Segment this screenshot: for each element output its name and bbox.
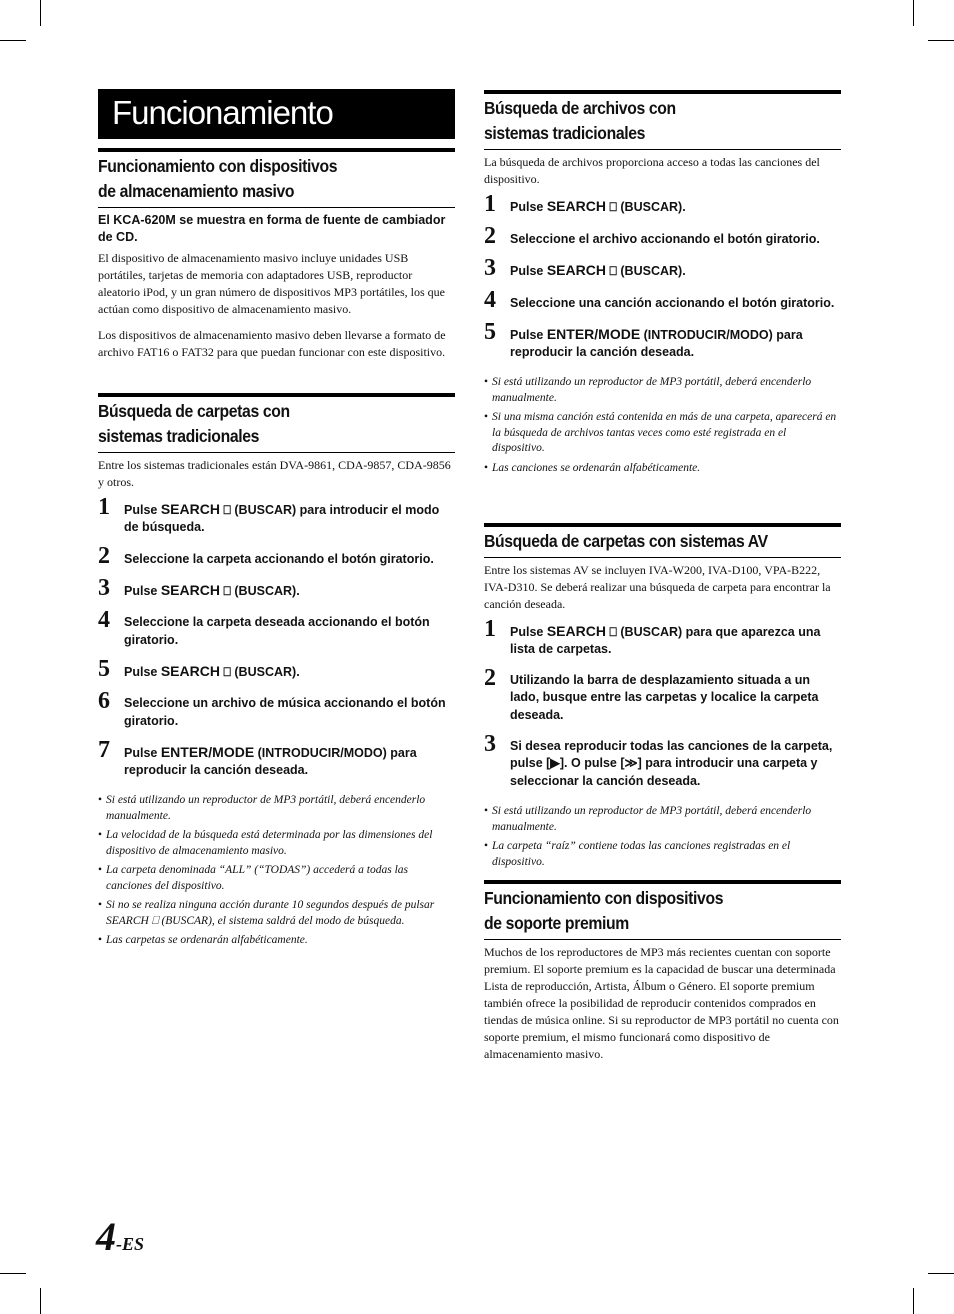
step-text: (INTRODUCIR/MODO) para reproducir la canción deseada. <box>124 746 417 777</box>
step-text: ⎕ (BUSCAR) para introducir el modo de búsqueda. <box>124 503 440 534</box>
step-number: 2 <box>484 665 496 691</box>
key-label: SEARCH <box>546 198 606 214</box>
note-item: • La carpeta “raíz” contiene todas las canciones registradas en el dispositivo. <box>484 839 841 870</box>
step-text: ⎕ (BUSCAR). <box>605 264 686 278</box>
step-item <box>484 665 841 724</box>
step-number: 4 <box>484 287 496 313</box>
step-number: 4 <box>98 607 110 633</box>
step-text: ⎕ (BUSCAR). <box>219 665 300 679</box>
step-text: Pulse <box>124 746 161 760</box>
heading-rule <box>484 149 841 150</box>
paragraph: El dispositivo de almacenamiento masivo incluye unidades USB portátiles, tarjetas de memoria con adaptadores USB, reproductor aleatorio iPod, y un gran número de dispositivos MP3 portátiles, los que actúan como dispositivo de almacenamiento masivo. <box>98 251 445 316</box>
step-text: Pulse <box>124 503 161 517</box>
note-list <box>484 804 841 870</box>
key-label: SEARCH <box>546 262 606 278</box>
crop-mark <box>928 40 954 41</box>
step-number: 1 <box>484 616 496 642</box>
section-mass-storage <box>98 148 455 361</box>
section-premium-support <box>484 880 841 1063</box>
step-item <box>484 287 841 313</box>
key-label: ENTER/MODE <box>160 744 255 760</box>
step-text: Seleccione la carpeta accionando el botón giratorio. <box>124 552 434 566</box>
heading-rule <box>98 207 455 208</box>
note-list <box>484 375 841 476</box>
crop-mark <box>913 0 914 26</box>
note-item: • La carpeta denominada “ALL” (“TODAS”) accederá a todas las canciones del dispositivo. <box>98 863 455 894</box>
step-list <box>484 616 841 790</box>
heading-rule <box>484 939 841 940</box>
heading-rule <box>484 557 841 558</box>
paragraph: Los dispositivos de almacenamiento masivo deben llevarse a formato de archivo FAT16 o FAT32 para que puedan funcionar con este dispositivo. <box>98 328 446 359</box>
section-heading: Funcionamiento con dispositivos de almacenamiento masivo <box>98 156 338 201</box>
intro-text: Entre los sistemas AV se incluyen IVA-W200, IVA-D100, VPA-B222, IVA-D310. Se deberá realizar una búsqueda de carpeta para encontrar la canción deseada. <box>484 563 831 611</box>
step-number: 5 <box>98 656 110 682</box>
step-item <box>484 255 841 281</box>
section-folder-search-av <box>484 523 841 874</box>
step-number: 3 <box>484 255 496 281</box>
lead-text: El KCA-620M se muestra en forma de fuente de cambiador de CD. <box>98 213 446 244</box>
step-text: Seleccione la carpeta deseada accionando el botón giratorio. <box>124 615 430 647</box>
crop-mark <box>0 1273 26 1274</box>
crop-mark <box>0 40 26 41</box>
step-number: 3 <box>484 731 496 757</box>
step-item <box>98 656 455 682</box>
step-item <box>98 543 455 569</box>
step-text: Seleccione el archivo accionando el botón giratorio. <box>510 232 820 246</box>
crop-mark <box>40 1288 41 1314</box>
page-number: 4-ES <box>96 1214 145 1259</box>
step-text: ⎕ (BUSCAR). <box>605 200 686 214</box>
step-text: Si desea reproducir todas las canciones de la carpeta, pulse [▶]. O pulse [≫] para introducir una carpeta y seleccionar la canción deseada. <box>510 739 833 788</box>
key-label: SEARCH <box>160 582 220 598</box>
note-item: • Las canciones se ordenarán alfabéticamente. <box>484 461 841 477</box>
step-item <box>484 616 841 658</box>
step-item <box>484 319 841 361</box>
heading-rule <box>98 452 455 453</box>
step-item <box>98 494 455 536</box>
crop-mark <box>913 1288 914 1314</box>
step-text: Utilizando la barra de desplazamiento situada a un lado, busque entre las carpetas y localice la carpeta deseada. <box>510 673 819 722</box>
key-label: SEARCH <box>160 501 220 517</box>
paragraph: Muchos de los reproductores de MP3 más recientes cuentan con soporte premium. El soporte premium es la capacidad de buscar una determinada Lista de reproducción, Artista, Álbum o Género. El soporte premium también ofrece la posibilidad de reproducir contenidos comprados en tiendas de música online. Si su reproductor de MP3 portátil no cuenta con soporte premium, el mismo funcionará como dispositivo de almacenamiento masivo. <box>484 945 839 1061</box>
step-item <box>98 575 455 601</box>
step-text: Pulse <box>510 328 547 342</box>
step-number: 7 <box>98 737 110 763</box>
step-list <box>98 494 455 779</box>
step-text: Seleccione un archivo de música accionando el botón giratorio. <box>124 696 446 728</box>
note-item: • La velocidad de la búsqueda está determinada por las dimensiones del dispositivo de almacenamiento masivo. <box>98 828 455 859</box>
page-title: Funcionamiento <box>112 94 333 131</box>
step-number: 5 <box>484 319 496 345</box>
note-item: • Si está utilizando un reproductor de MP3 portátil, deberá encenderlo manualmente. <box>484 375 841 406</box>
step-text: Pulse <box>124 665 161 679</box>
step-number: 2 <box>484 223 496 249</box>
step-item <box>98 607 455 649</box>
note-item: • Si no se realiza ninguna acción durante 10 segundos después de pulsar SEARCH ⎕ (BUSCAR), el sistema saldrá del modo de búsqueda. <box>98 898 455 929</box>
crop-mark <box>40 0 41 26</box>
step-text: Pulse <box>510 625 547 639</box>
step-number: 3 <box>98 575 110 601</box>
step-text: ⎕ (BUSCAR). <box>219 584 300 598</box>
page-title-banner <box>98 89 455 139</box>
note-item: • Si está utilizando un reproductor de MP3 portátil, deberá encenderlo manualmente. <box>98 793 455 824</box>
intro-text: La búsqueda de archivos proporciona acceso a todas las canciones del dispositivo. <box>484 155 820 186</box>
note-item: • Las carpetas se ordenarán alfabéticamente. <box>98 933 455 949</box>
crop-mark <box>928 1273 954 1274</box>
step-text: (INTRODUCIR/MODO) para reproducir la canción deseada. <box>510 328 803 359</box>
step-text: ⎕ (BUSCAR) para que aparezca una lista de carpetas. <box>510 625 821 656</box>
note-item: • Si una misma canción está contenida en más de una carpeta, aparecerá en la búsqueda de archivos tantas veces como esté registrada en el dispositivo. <box>484 410 841 457</box>
section-heading: Búsqueda de carpetas con sistemas AV <box>484 531 768 551</box>
step-list <box>484 191 841 361</box>
section-folder-search-traditional <box>98 393 455 953</box>
key-label: SEARCH <box>160 663 220 679</box>
section-file-search-traditional <box>484 90 841 480</box>
step-text: Pulse <box>510 200 547 214</box>
step-item <box>98 688 455 730</box>
step-number: 1 <box>484 191 496 217</box>
intro-text: Entre los sistemas tradicionales están DVA-9861, CDA-9857, CDA-9856 y otros. <box>98 458 451 489</box>
step-text: Seleccione una canción accionando el botón giratorio. <box>510 296 835 310</box>
section-heading: Funcionamiento con dispositivos de soporte premium <box>484 888 724 933</box>
step-number: 1 <box>98 494 110 520</box>
note-list <box>98 793 455 949</box>
key-label: ENTER/MODE <box>546 326 641 342</box>
step-number: 2 <box>98 543 110 569</box>
step-item <box>484 731 841 790</box>
step-item <box>484 223 841 249</box>
section-heading: Búsqueda de archivos con sistemas tradicionales <box>484 98 676 143</box>
step-text: Pulse <box>124 584 161 598</box>
step-number: 6 <box>98 688 110 714</box>
step-item <box>484 191 841 217</box>
step-item <box>98 737 455 779</box>
key-label: SEARCH <box>546 623 606 639</box>
step-text: Pulse <box>510 264 547 278</box>
note-item: • Si está utilizando un reproductor de MP3 portátil, deberá encenderlo manualmente. <box>484 804 841 835</box>
section-heading: Búsqueda de carpetas con sistemas tradicionales <box>98 401 290 446</box>
